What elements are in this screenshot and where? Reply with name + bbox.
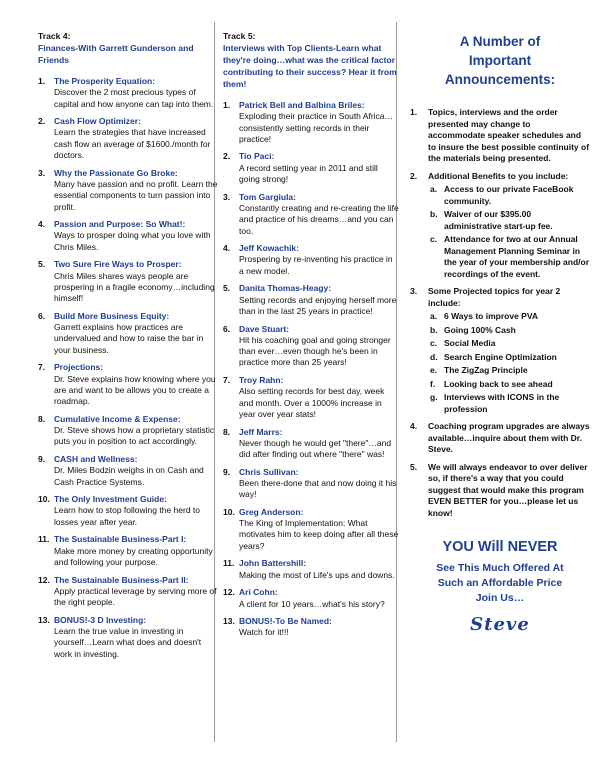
sublist-item — [428, 352, 590, 364]
item-description: Making the most of Life's ups and downs. — [239, 569, 395, 580]
sublist-item — [428, 379, 590, 391]
list-item — [223, 558, 399, 581]
sublist-text: Search Engine Optimization — [444, 351, 557, 362]
closing-line-3: Join Us… — [475, 592, 525, 604]
track-4-heading: Track 4: — [38, 31, 71, 41]
sublist-letter: c. — [430, 338, 438, 348]
item-title: Projections: — [54, 362, 104, 373]
item-description: Constantly creating and re-creating the life and practice of his dreams…and you can too. — [239, 202, 399, 236]
item-title: Danita Thomas-Heagy: — [239, 283, 332, 294]
item-number: 2. — [223, 151, 231, 162]
announcement-number: 4. — [410, 421, 418, 431]
item-number: 6. — [223, 323, 231, 334]
item-number: 1. — [223, 100, 231, 110]
announcement-number: 2. — [410, 170, 418, 181]
sublist-text: Going 100% Cash — [444, 324, 516, 335]
item-title: Jeff Marrs: — [239, 426, 283, 437]
item-title: The Sustainable Business-Part I: — [54, 534, 187, 545]
list-item — [223, 616, 399, 639]
item-title: Why the Passionate Go Broke: — [54, 167, 178, 178]
sublist-letter: d. — [430, 351, 438, 362]
item-description: The King of Implementation: What motivates him to keep doing after all these years? — [239, 518, 399, 551]
item-description: A client for 10 years…what's his story? — [239, 598, 385, 609]
list-item — [38, 362, 218, 407]
announcements-title-line3: Announcements: — [444, 72, 556, 87]
item-number: 4. — [223, 243, 231, 254]
list-item — [223, 507, 399, 552]
item-description: Watch for it!!! — [239, 627, 289, 638]
item-number: 10. — [223, 506, 235, 517]
sublist-item — [428, 234, 590, 280]
sublist-letter: c. — [430, 234, 438, 244]
item-title: The Sustainable Business-Part II: — [54, 574, 189, 585]
item-number: 9. — [223, 466, 231, 477]
sublist-text: Attendance for two at our Annual Management Planning Seminar in the year of your membership and/or recordings of the event. — [444, 234, 590, 279]
sublist-letter: g. — [430, 392, 438, 402]
closing-block — [410, 537, 590, 606]
announcement-item — [410, 421, 590, 456]
closing-headline: YOU Will NEVER — [442, 539, 558, 555]
item-description: Dr. Steve explains how knowing where you are and want to be allows you to create a roadmap. — [54, 373, 216, 407]
list-item — [38, 615, 218, 660]
sublist-letter: e. — [430, 365, 438, 375]
item-description: Never though he would get "there"…and did after finding out where "there" was! — [239, 437, 392, 460]
item-title: Jeff Kowachik: — [239, 243, 299, 254]
announcements-column — [410, 30, 590, 635]
item-description: Many have passion and no profit. Learn the essential components to turn passion into profit. — [54, 178, 218, 212]
item-number: 11. — [38, 534, 50, 545]
announcement-number: 3. — [410, 286, 418, 296]
list-item — [38, 219, 218, 253]
item-title: Ari Cohn: — [239, 587, 278, 598]
item-description: Learn the true value in investing in yourself…Learn what does and doesn't work in investing. — [54, 626, 202, 659]
list-item — [223, 427, 399, 461]
item-title: Greg Anderson: — [239, 506, 304, 517]
item-number: 7. — [223, 375, 231, 386]
item-number: 11. — [223, 558, 235, 569]
item-number: 12. — [223, 587, 235, 598]
track-5-subtitle: Interviews with Top Clients-Learn what they're doing…what was the critical factor contributing to their success? Hear it from them! — [223, 43, 397, 89]
list-item — [223, 324, 399, 369]
sublist-text: Social Media — [444, 338, 496, 348]
announcement-text: Coaching program upgrades are always available…inquire about them with Dr. Steve. — [428, 421, 590, 454]
item-title: Tom Gargiula: — [239, 191, 296, 202]
sublist-text: Interviews with ICONS in the profession — [444, 392, 560, 414]
sublist-text: The ZigZag Principle — [444, 365, 528, 375]
announcement-text: Additional Benefits to you include: — [428, 170, 569, 181]
item-number: 2. — [38, 116, 46, 127]
item-number: 3. — [38, 167, 46, 178]
list-item — [223, 467, 399, 501]
sublist-letter: b. — [430, 209, 438, 219]
item-title: Cumulative Income & Expense: — [54, 413, 181, 424]
item-number: 9. — [38, 453, 46, 464]
item-description: Dr. Miles Bodzin weighs in on Cash and Cash Practice Systems. — [54, 465, 204, 487]
sublist-text: Access to our private FaceBook community. — [444, 184, 574, 206]
topics-sublist — [428, 311, 590, 415]
sublist-item — [428, 392, 590, 415]
list-item — [223, 283, 399, 317]
item-title: Cash Flow Optimizer: — [54, 116, 141, 127]
item-number: 5. — [38, 259, 46, 270]
item-number: 5. — [223, 283, 231, 294]
sublist-text: Waiver of our $395.00 administrative start-up fee. — [444, 209, 553, 231]
item-description: Ways to prosper doing what you love with Chris Miles. — [54, 230, 211, 252]
item-title: BONUS!-3 D Investing: — [54, 614, 147, 625]
list-item — [38, 116, 218, 161]
sublist-item — [428, 209, 590, 232]
item-description: Hit his coaching goal and going stronger than ever…even though he's been in practice more than 25 years! — [239, 334, 391, 368]
item-description: A record setting year in 2011 and still going strong! — [239, 162, 378, 185]
announcements-title-line2: Important — [468, 53, 532, 68]
item-number: 13. — [38, 614, 50, 625]
signature: Steve — [470, 614, 530, 635]
item-title: Dave Stuart: — [239, 323, 290, 334]
item-title: Chris Sullivan: — [239, 466, 299, 477]
sublist-item — [428, 325, 590, 337]
item-title: John Battershill: — [239, 558, 307, 569]
sublist-item — [428, 184, 590, 207]
announcement-number: 5. — [410, 461, 418, 472]
list-item — [223, 587, 399, 610]
item-title: Patrick Bell and Balbina Briles: — [239, 100, 365, 110]
list-item — [38, 259, 218, 304]
item-number: 12. — [38, 574, 50, 585]
list-item — [38, 575, 218, 609]
item-number: 1. — [38, 76, 46, 86]
track-4-subtitle: Finances-With Garrett Gunderson and Friends — [38, 43, 194, 65]
sublist-letter: a. — [430, 311, 438, 321]
item-number: 3. — [223, 191, 231, 202]
item-description: Garrett explains how practices are undervalued and how to raise the bar in your business. — [54, 322, 204, 355]
list-item — [223, 151, 399, 185]
item-title: Passion and Purpose: So What!: — [54, 219, 186, 230]
list-item — [38, 494, 218, 528]
announcement-text: Some Projected topics for year 2 include: — [428, 286, 561, 308]
list-item — [223, 243, 399, 277]
item-number: 8. — [38, 413, 46, 424]
sublist-item — [428, 311, 590, 323]
item-description: Exploding their practice in South Africa…consistently setting records in their practice! — [239, 111, 394, 144]
sublist-letter: f. — [430, 378, 436, 389]
list-item — [38, 311, 218, 356]
closing-line-2: Such an Affordable Price — [437, 577, 563, 589]
benefits-sublist — [428, 184, 590, 280]
announcement-number: 1. — [410, 107, 418, 117]
item-description: Discover the 2 most precious types of capital and how anyone can tap into them. — [54, 87, 214, 109]
sublist-letter: a. — [430, 184, 438, 194]
item-number: 4. — [38, 219, 46, 230]
list-item — [223, 375, 399, 420]
item-title: Tio Paci: — [239, 151, 275, 162]
track-5-column — [223, 30, 399, 645]
item-title: BONUS!-To Be Named: — [239, 616, 332, 627]
item-description: Also setting records for best day, week and month. Over a 1000% increase in year over year stats! — [239, 386, 385, 419]
item-number: 7. — [38, 362, 46, 373]
sublist-text: 6 Ways to improve PVA — [444, 311, 538, 321]
item-number: 8. — [223, 426, 231, 437]
item-title: CASH and Wellness: — [54, 453, 138, 464]
announcement-item — [410, 107, 590, 165]
item-title: Two Sure Fire Ways to Prosper: — [54, 259, 182, 270]
item-number: 13. — [223, 616, 235, 627]
list-item — [38, 76, 218, 110]
announcements-list — [410, 107, 590, 519]
item-description: Apply practical leverage by serving more of the right people. — [54, 585, 217, 608]
item-description: Learn how to stop following the herd to losses year after year. — [54, 505, 201, 527]
track-4-list — [38, 76, 218, 660]
announcements-title — [410, 32, 590, 89]
item-description: Prospering by re-inventing his practice in a new model. — [239, 254, 393, 276]
sublist-text: Looking back to see ahead — [444, 378, 553, 389]
item-description: Chris Miles shares ways people are prospering in a fragile economy…including himself! — [54, 270, 215, 304]
list-item — [38, 454, 218, 488]
item-number: 10. — [38, 494, 50, 505]
list-item — [38, 414, 218, 448]
announcement-item — [410, 286, 590, 415]
item-number: 6. — [38, 310, 46, 321]
track-5-list — [223, 100, 399, 639]
item-description: Setting records and enjoying herself more than in the last 25 years in practice! — [239, 294, 397, 316]
item-title: The Prosperity Equation: — [54, 76, 156, 86]
sublist-item — [428, 365, 590, 377]
announcement-item — [410, 462, 590, 520]
sublist-item — [428, 338, 590, 350]
list-item — [38, 534, 218, 568]
item-title: The Only Investment Guide: — [54, 494, 167, 505]
announcement-text: We will always endeavor to over deliver so, if there's a way that you could suggest that would make this program EVEN BETTER for you…please let us know! — [428, 461, 588, 518]
item-title: Build More Business Equity: — [54, 310, 170, 321]
list-item — [38, 168, 218, 213]
announcement-item — [410, 171, 590, 281]
item-title: Troy Rahn: — [239, 375, 284, 386]
item-description: Learn the strategies that have increased cash flow an average of $1600./month for doctors. — [54, 127, 211, 161]
list-item — [223, 192, 399, 237]
track-5-heading: Track 5: — [223, 31, 256, 41]
list-item — [223, 100, 399, 145]
announcements-title-line1: A Number of — [459, 34, 541, 49]
item-description: Make more money by creating opportunity and following your purpose. — [54, 545, 213, 567]
item-description: Dr. Steve shows how a proprietary statistic puts you in position to act accordingly. — [54, 425, 215, 447]
item-description: Been there-done that and now doing it his way! — [239, 477, 397, 500]
sublist-letter: b. — [430, 324, 438, 335]
track-4-column — [38, 30, 218, 666]
closing-line-1: See This Much Offered At — [436, 562, 564, 574]
announcement-text: Topics, interviews and the order presented may change to accommodate speaker schedules and to insure the best possible continuity of the materials being presented. — [428, 107, 590, 163]
